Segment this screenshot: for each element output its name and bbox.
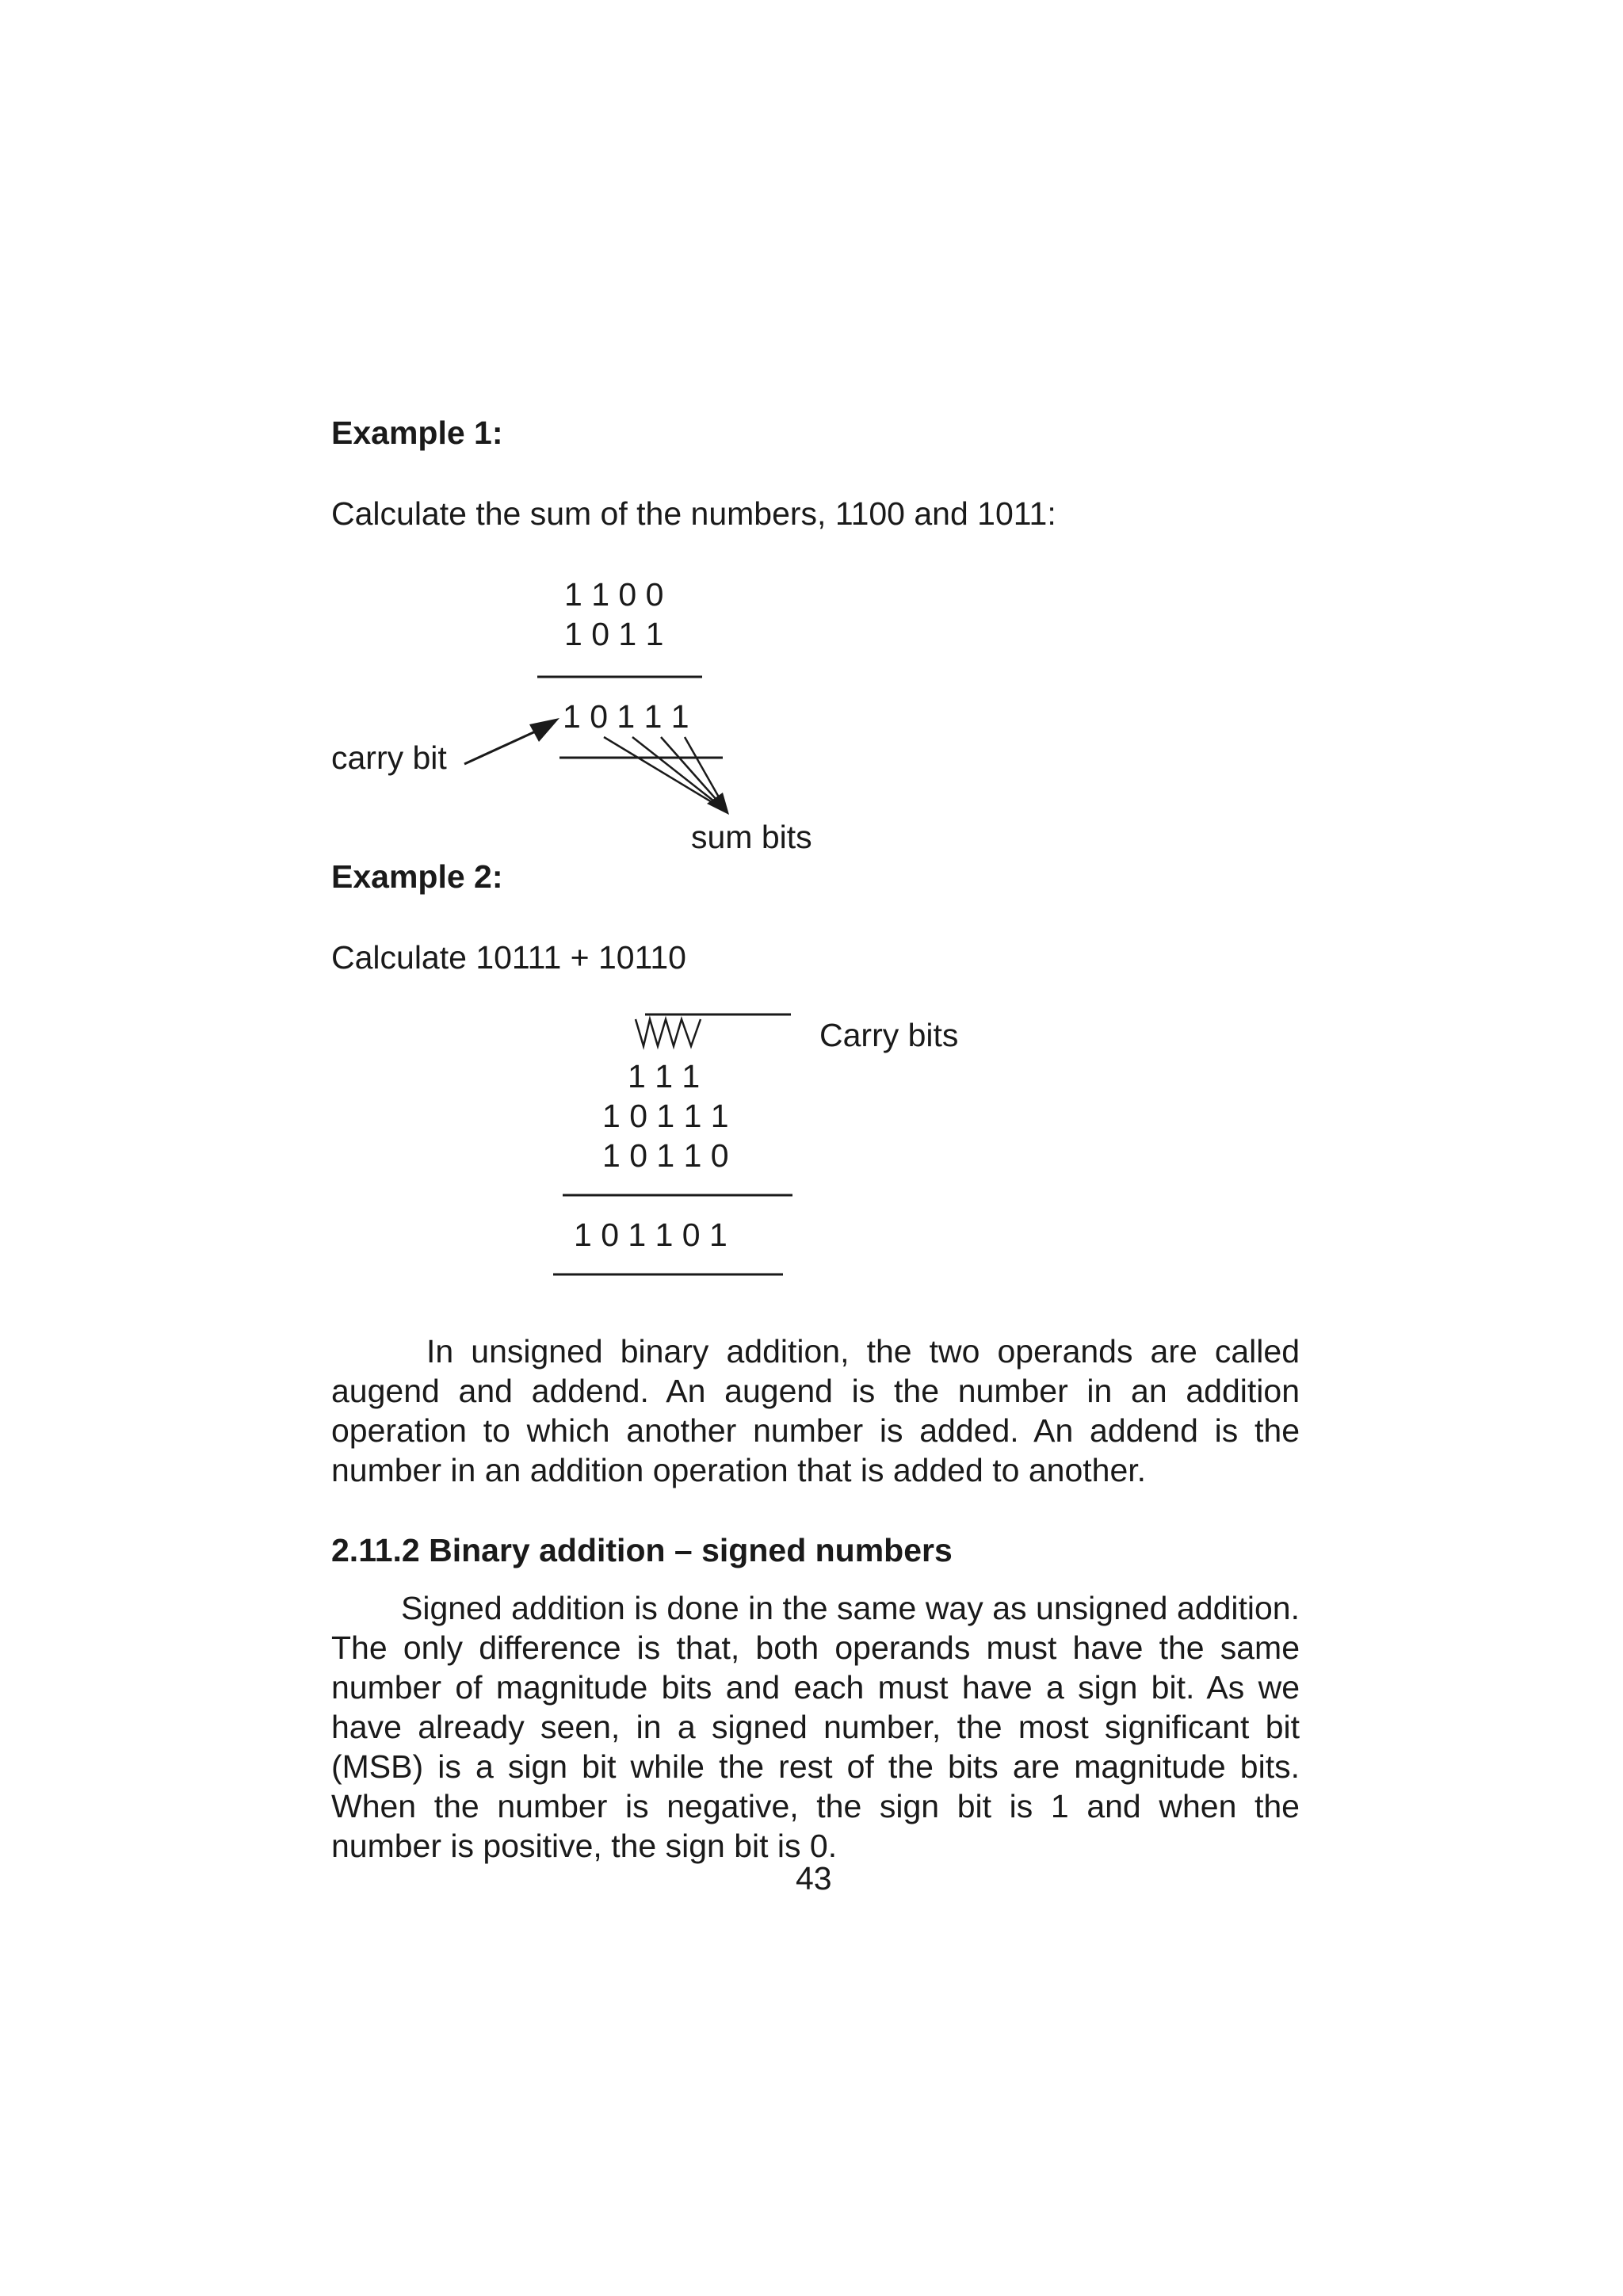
section-heading: 2.11.2 Binary addition – signed numbers [331,1532,953,1568]
example2-prompt: Calculate 10111 + 10110 [331,939,686,976]
carry-marks [636,1019,701,1046]
sum-bits-arrowhead [707,793,729,815]
carry-bits-label: Carry bits [819,1017,959,1053]
example1-heading: Example 1: [331,415,503,451]
sum-bits-label: sum bits [691,819,812,855]
example1-result: 1 0 1 1 1 [563,698,689,735]
example2-heading: Example 2: [331,858,503,895]
example2-operand1: 1 0 1 1 1 [602,1098,729,1134]
example1-prompt: Calculate the sum of the numbers, 1100 and 1011: [331,495,1056,532]
carry-bit-arrowhead [529,718,559,742]
example2-carries: 1 1 1 [628,1058,701,1095]
signed-addition-paragraph: Signed addition is done in the same way as unsigned addition. The only difference is that, both operands must have the same number of magnitude bits and each must have a sign bit. As we have already seen, in a signed number, the most significant bit (MSB) is a sign bit while the rest of the bits are magnitude bits. When the number is negative, the sign bit is 1 and when the number is positive, the sign bit is 0. [331,1590,1300,1864]
carry-bit-arrow [464,729,540,764]
example1-operand2: 1 0 1 1 [564,616,664,652]
carry-bit-label: carry bit [331,739,447,776]
example2-result: 1 0 1 1 0 1 [574,1217,727,1253]
sum-bits-arrows [604,737,724,807]
example1-operand1: 1 1 0 0 [564,576,664,613]
example2-operand2: 1 0 1 1 0 [602,1137,729,1174]
page-number: 43 [796,1860,832,1897]
unsigned-addition-paragraph: In unsigned binary addition, the two operands are called augend and addend. An augend is the number in an addition operation to which another number is added. An addend is the number in an addition operation that is added to another. [331,1333,1300,1488]
